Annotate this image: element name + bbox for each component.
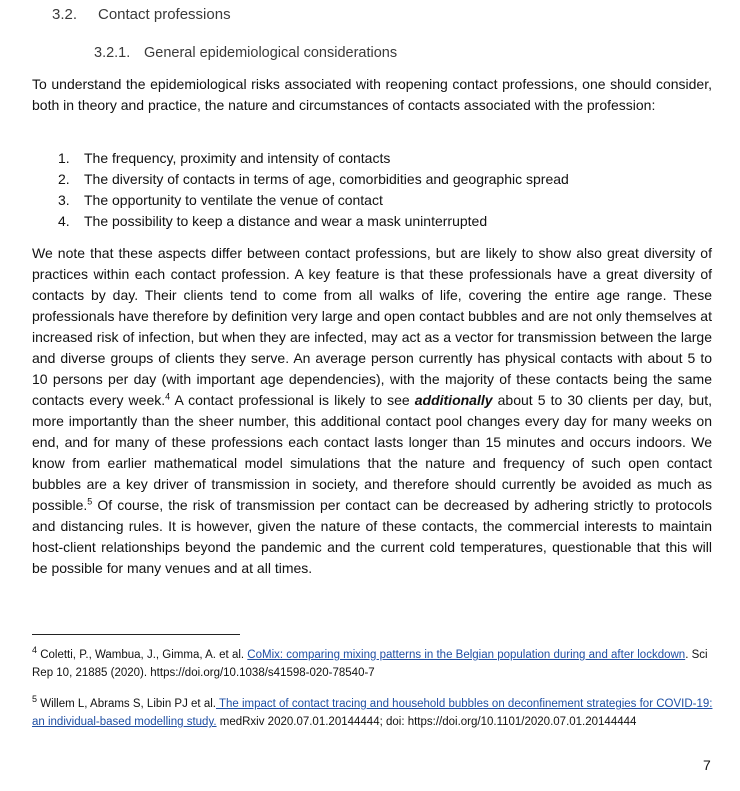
body-text-4: Of course, the risk of transmission per contact can be decreased by adhering strictly to protocols and distancing rules. It is however, given the nature of these contacts, the commercial interests to maintain host-client relationships beyond the pandemic and the current cold temperatures, questionable that this will be possible for many venues and at all times. [32, 497, 712, 576]
list-item [58, 190, 569, 211]
footnote-link[interactable]: The impact of contact tracing and household bubbles on deconfinement strategies for COVID-19: an individual-based modelling study. [32, 698, 713, 728]
body-text-2: A contact professional is likely to see [170, 392, 415, 408]
footnote-authors: Coletti, P., Wambua, J., Gimma, A. et al. [37, 649, 248, 661]
footnote-citation: medRxiv 2020.07.01.20144444; doi: https://doi.org/10.1101/2020.07.01.20144444 [216, 716, 637, 728]
footnote-mark: 4 [32, 645, 38, 656]
section-title: Contact professions [98, 6, 231, 23]
list-item-text: The diversity of contacts in terms of age, comorbidities and geographic spread [84, 171, 569, 187]
list-item-text: The opportunity to ventilate the venue of contact [84, 192, 383, 208]
body-paragraph [32, 243, 712, 579]
list-item [58, 211, 569, 232]
footnote-5 [32, 695, 722, 731]
list-item-number: 1. [58, 150, 70, 166]
page-number: 7 [703, 757, 711, 773]
subsection-heading [94, 45, 397, 61]
footnote-mark: 5 [32, 694, 38, 705]
list-item-text: The possibility to keep a distance and wear a mask uninterrupted [84, 213, 488, 229]
subsection-title: General epidemiological considerations [144, 45, 398, 61]
intro-paragraph: To understand the epidemiological risks associated with reopening contact professions, one should consider, both in theory and practice, the nature and circumstances of contacts associated with the profession: [32, 76, 712, 113]
footnote-ref-4[interactable]: 4 [165, 391, 171, 402]
emphasis-text: additionally [414, 392, 493, 408]
list-item-number: 3. [58, 192, 70, 208]
footnote-ref-5[interactable]: 5 [87, 496, 93, 507]
list-item-text: The frequency, proximity and intensity of contacts [84, 150, 391, 166]
subsection-number: 3.2.1. [94, 45, 131, 61]
list-item [58, 148, 569, 169]
footnote-authors: Willem L, Abrams S, Libin PJ et al. [37, 698, 216, 710]
body-text-3: about 5 to 30 clients per day, but, more importantly than the sheer number, this additional contact pool changes every day for many weeks on end, and for many of these professions each contact lasts longer than 15 minutes and occurs indoors. We know from earlier mathematical model simulations that the nature and frequency of such open contact bubbles are a key driver of transmission in society, and therefore should currently be avoided as much as possible. [32, 392, 712, 513]
section-heading [52, 6, 231, 23]
considerations-list [58, 148, 569, 232]
list-item-number: 4. [58, 213, 70, 229]
footnote-link[interactable]: CoMix: comparing mixing patterns in the Belgian population during and after lockdown [247, 649, 686, 661]
footnote-citation: . Sci Rep 10, 21885 (2020). https://doi.org/10.1038/s41598-020-78540-7 [32, 649, 708, 679]
footnote-separator [32, 634, 240, 635]
body-text-1: We note that these aspects differ between contact professions, but are likely to show also great diversity of practices within each contact profession. A key feature is that these professionals have a great diversity of contacts by day. Their clients tend to come from all walks of life, covering the entire age range. These professionals have therefore by definition very large and open contact bubbles and are not only themselves at increased risk of infection, but when they are infected, may act as a vector for transmission between the large and diverse groups of clients they serve. An average person currently has physical contacts with about 5 to 10 persons per day (with important age dependencies), with the majority of these contacts being the same contacts every week. [32, 245, 712, 408]
section-number: 3.2. [52, 6, 78, 23]
footnote-4 [32, 646, 722, 682]
list-item [58, 169, 569, 190]
list-item-number: 2. [58, 171, 70, 187]
